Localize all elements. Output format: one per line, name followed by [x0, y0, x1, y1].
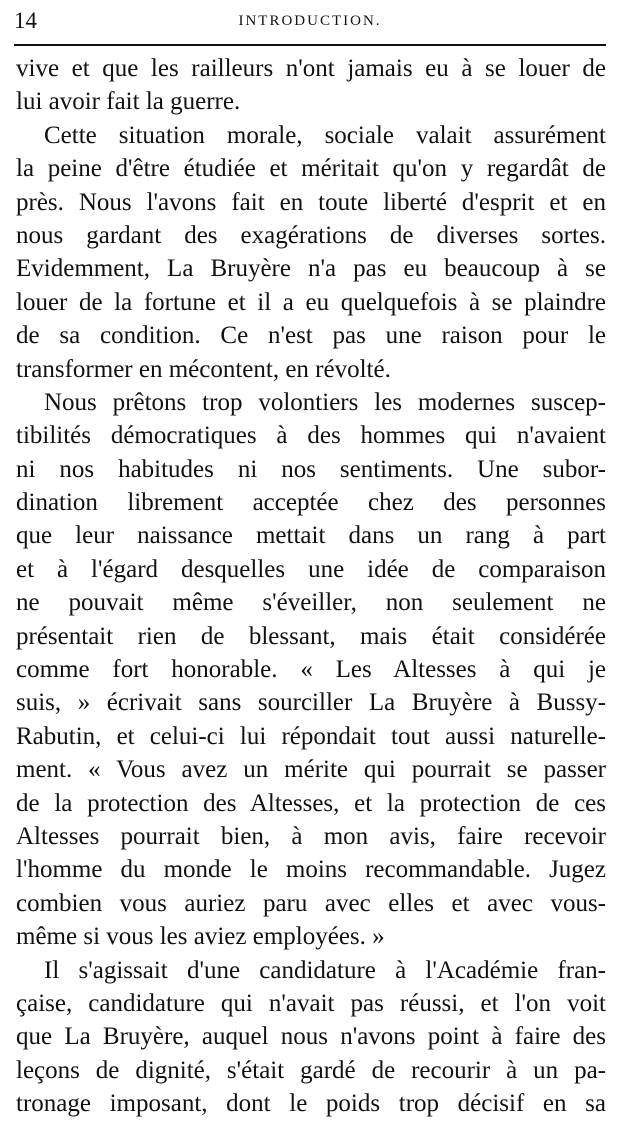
running-title: INTRODUCTION.: [238, 13, 382, 29]
text-line: l'homme du monde le moins recommandable. Jugez: [16, 856, 606, 884]
text-line: que leur naissance mettait dans un rang à part: [16, 522, 606, 550]
text-line: même si vous les aviez employées. »: [16, 923, 385, 951]
text-line: lui avoir fait la guerre.: [16, 88, 241, 116]
text-line: Nous prêtons trop volontiers les modernes suscep-: [44, 388, 606, 416]
text-line: ment. « Vous avez un mérite qui pourrait se passer: [16, 756, 606, 784]
text-line: dination librement acceptée chez des personnes: [16, 489, 606, 517]
text-line: comme fort honorable. « Les Altesses à qui je: [16, 656, 606, 684]
text-line: tronage imposant, dont le poids trop décisif en sa: [16, 1090, 606, 1118]
text-line: de sa condition. Ce n'est pas une raison pour le: [16, 322, 606, 350]
body-text: [16, 52, 606, 1121]
text-line: la peine d'être étudiée et méritait qu'on y regardât de: [16, 155, 606, 183]
text-line: et à l'égard desquelles une idée de comparaison: [16, 555, 606, 583]
text-line: çaise, candidature qui n'avait pas réussi, et l'on voit: [16, 989, 606, 1017]
text-line: présentait rien de blessant, mais était considérée: [16, 622, 606, 650]
header-rule: [14, 44, 606, 46]
page-number: 14: [14, 8, 37, 33]
page-header: [14, 6, 606, 36]
text-line: Altesses pourrait bien, à mon avis, faire recevoir: [16, 822, 606, 850]
text-line: ne pouvait même s'éveiller, non seulement ne: [16, 589, 606, 617]
text-line: transformer en mécontent, en révolté.: [16, 355, 391, 383]
text-line: Cette situation morale, sociale valait assurément: [44, 121, 606, 149]
text-line: ni nos habitudes ni nos sentiments. Une subor-: [16, 455, 606, 483]
text-line: nous gardant des exagérations de diverses sortes.: [16, 221, 606, 249]
text-line: combien vous auriez paru avec elles et avec vous-: [16, 889, 606, 917]
text-line: louer de la fortune et il a eu quelquefois à se plaindre: [16, 288, 606, 316]
text-line: Il s'agissait d'une candidature à l'Académie fran-: [44, 956, 606, 984]
text-line: que La Bruyère, auquel nous n'avons point à faire des: [16, 1023, 606, 1051]
text-line: leçons de dignité, s'était gardé de recourir à un pa-: [16, 1056, 606, 1084]
text-line: tibilités démocratiques à des hommes qui n'avaient: [16, 422, 606, 450]
text-line: Rabutin, et celui-ci lui répondait tout aussi naturelle-: [16, 722, 606, 750]
text-line: suis, » écrivait sans sourciller La Bruyère à Bussy-: [16, 689, 606, 717]
text-line: près. Nous l'avons fait en toute liberté d'esprit et en: [16, 188, 606, 216]
text-line: vive et que les railleurs n'ont jamais eu à se louer de: [16, 55, 606, 82]
text-line: Evidemment, La Bruyère n'a pas eu beaucoup à se: [16, 255, 606, 283]
text-line: de la protection des Altesses, et la protection de ces: [16, 789, 606, 817]
